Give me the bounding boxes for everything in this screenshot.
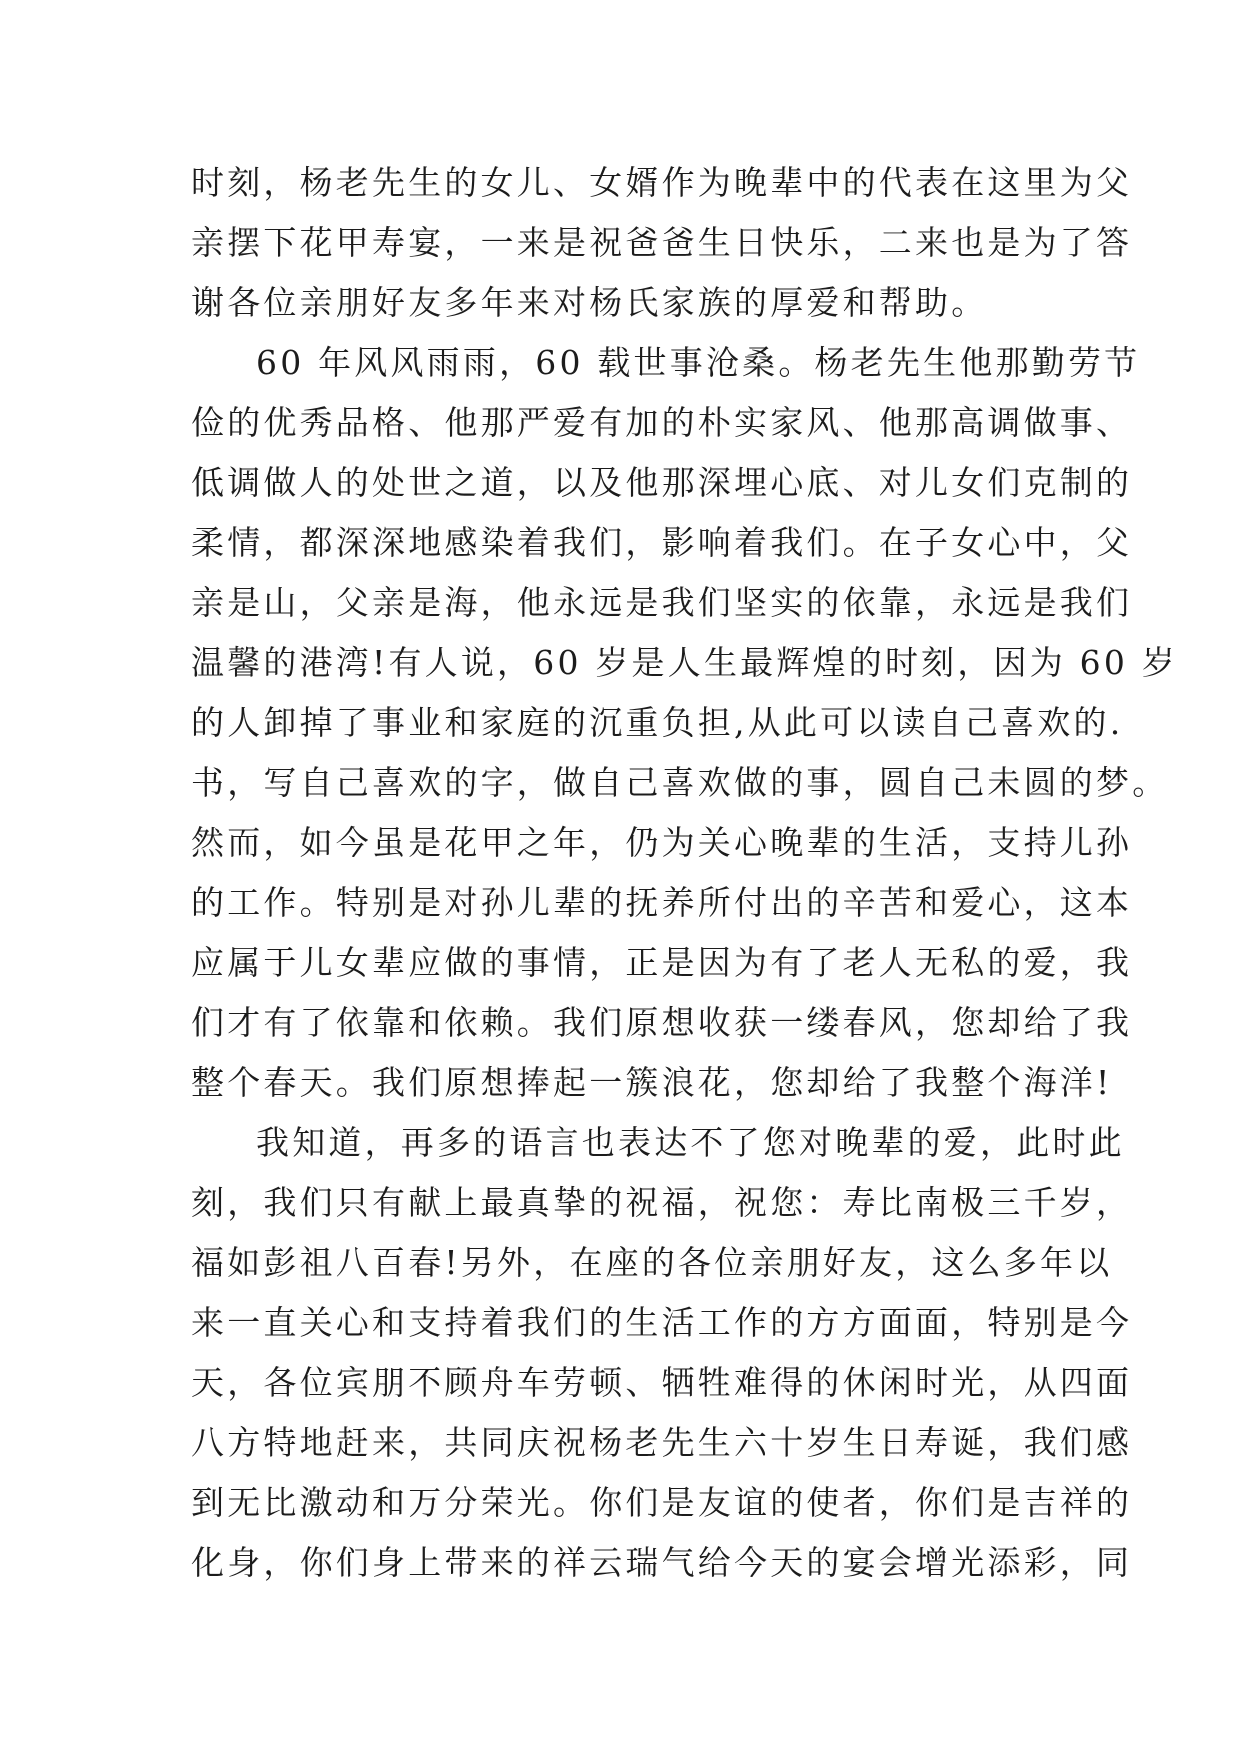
text-line: 然而，如今虽是花甲之年，仍为关心晚辈的生活，支持儿孙 bbox=[191, 823, 1133, 862]
text-line: 的工作。特别是对孙儿辈的抚养所付出的辛苦和爱心，这本 bbox=[191, 883, 1133, 922]
text-line: 时刻，杨老先生的女儿、女婿作为晚辈中的代表在这里为父 bbox=[191, 163, 1133, 202]
text-line: 天，各位宾朋不顾舟车劳顿、牺牲难得的休闲时光，从四面 bbox=[191, 1363, 1133, 1402]
document-body bbox=[191, 153, 1178, 1593]
text-line: 温馨的港湾!有人说，60 岁是人生最辉煌的时刻，因为 60 岁 bbox=[191, 643, 1178, 682]
text-line: 应属于儿女辈应做的事情，正是因为有了老人无私的爱，我 bbox=[191, 943, 1133, 982]
text-line: 书，写自己喜欢的字，做自己喜欢做的事，圆自己未圆的梦。 bbox=[191, 763, 1169, 802]
text-line: 到无比激动和万分荣光。你们是友谊的使者，你们是吉祥的 bbox=[191, 1483, 1133, 1522]
text-line: 谢各位亲朋好友多年来对杨氏家族的厚爱和帮助。 bbox=[191, 283, 988, 322]
text-line: 来一直关心和支持着我们的生活工作的方方面面，特别是今 bbox=[191, 1303, 1133, 1342]
paragraph-start-line: 我知道，再多的语言也表达不了您对晚辈的爱，此时此 bbox=[256, 1123, 1125, 1162]
text-line: 福如彭祖八百春!另外，在座的各位亲朋好友，这么多年以 bbox=[191, 1243, 1113, 1282]
text-line: 低调做人的处世之道，以及他那深埋心底、对儿女们克制的 bbox=[191, 463, 1133, 502]
text-line: 们才有了依靠和依赖。我们原想收获一缕春风，您却给了我 bbox=[191, 1003, 1133, 1042]
paragraph-start-line: 60 年风风雨雨，60 载世事沧桑。杨老先生他那勤劳节 bbox=[256, 343, 1141, 382]
text-line: 刻，我们只有献上最真挚的祝福，祝您：寿比南极三千岁， bbox=[191, 1183, 1133, 1222]
text-line: 的人卸掉了事业和家庭的沉重负担,从此可以读自己喜欢的. bbox=[191, 703, 1124, 742]
text-line: 整个春天。我们原想捧起一簇浪花，您却给了我整个海洋! bbox=[191, 1063, 1113, 1102]
text-line: 化身，你们身上带来的祥云瑞气给今天的宴会增光添彩，同 bbox=[191, 1543, 1133, 1582]
text-line: 八方特地赶来，共同庆祝杨老先生六十岁生日寿诞，我们感 bbox=[191, 1423, 1133, 1462]
text-line: 亲摆下花甲寿宴，一来是祝爸爸生日快乐，二来也是为了答 bbox=[191, 223, 1133, 262]
text-line: 柔情，都深深地感染着我们，影响着我们。在子女心中，父 bbox=[191, 523, 1133, 562]
text-line: 俭的优秀品格、他那严爱有加的朴实家风、他那高调做事、 bbox=[191, 403, 1133, 442]
text-line: 亲是山，父亲是海，他永远是我们坚实的依靠，永远是我们 bbox=[191, 583, 1133, 622]
